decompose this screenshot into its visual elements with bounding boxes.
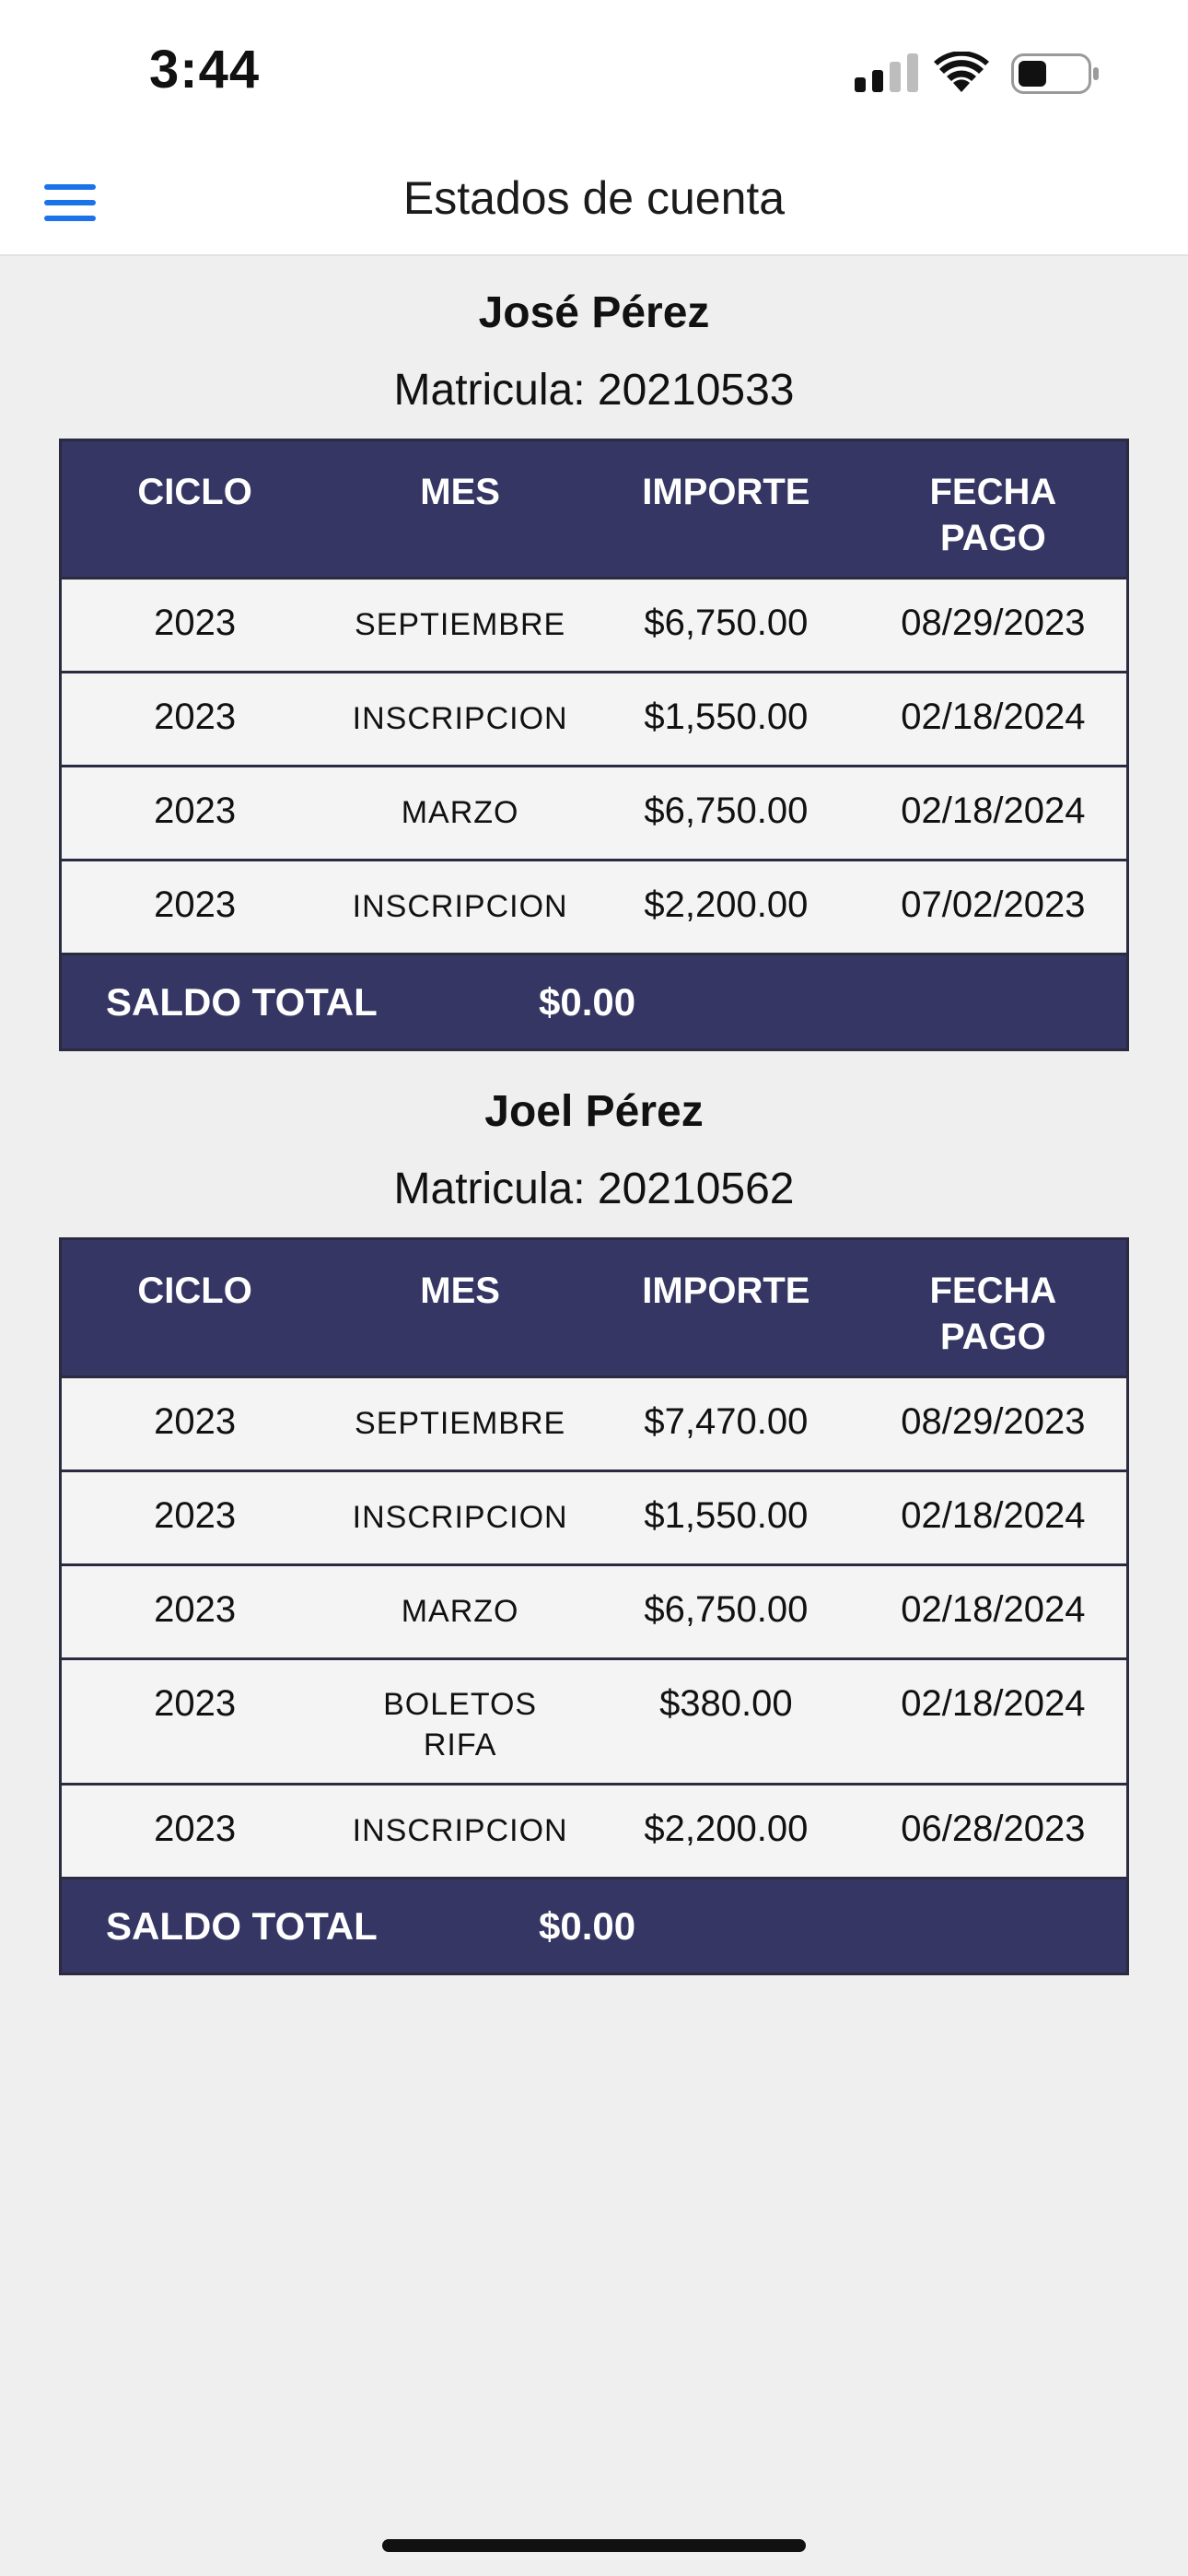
column-header-fecha-pago: FECHA PAGO [860,440,1128,579]
cell-ciclo: 2023 [61,1565,329,1659]
student-name: Joel Pérez [484,1087,704,1136]
statement-table [59,439,1129,1051]
cell-importe: $6,750.00 [592,579,860,673]
cell-mes: INSCRIPCION [328,1471,592,1565]
total-label: SALDO TOTAL [106,1904,378,1948]
cell-fecha: 08/29/2023 [860,579,1128,673]
cell-mes: INSCRIPCION [328,673,592,767]
cell-ciclo: 2023 [61,673,329,767]
cell-ciclo: 2023 [61,1377,329,1471]
battery-icon [1011,53,1100,94]
cell-importe: $7,470.00 [592,1377,860,1471]
table-row [61,1471,1128,1565]
cell-importe: $380.00 [592,1659,860,1785]
table-row [61,767,1128,861]
student-matricula: Matricula: 20210533 [393,366,795,415]
column-header-importe: IMPORTE [592,1239,860,1377]
total-value: $0.00 [539,1904,636,1948]
column-header-fecha-pago: FECHA PAGO [860,1239,1128,1377]
table-header-row [61,440,1128,579]
cell-mes: MARZO [328,1565,592,1659]
student-matricula: Matricula: 20210562 [393,1165,795,1213]
navigation-bar [0,147,1188,256]
cell-mes: BOLETOS RIFA [328,1659,592,1785]
home-indicator[interactable] [382,2539,806,2552]
cell-ciclo: 2023 [61,1659,329,1785]
cell-ciclo: 2023 [61,861,329,954]
page-title: Estados de cuenta [402,172,786,224]
cell-fecha: 07/02/2023 [860,861,1128,954]
cell-ciclo: 2023 [61,1471,329,1565]
student-statement [59,1083,1129,1975]
cell-mes: INSCRIPCION [328,861,592,954]
cell-mes: INSCRIPCION [328,1785,592,1879]
cell-fecha: 02/18/2024 [860,673,1128,767]
table-row [61,579,1128,673]
cell-fecha: 02/18/2024 [860,1471,1128,1565]
total-row [61,954,1128,1050]
cell-mes: SEPTIEMBRE [328,579,592,673]
cell-mes: SEPTIEMBRE [328,1377,592,1471]
cell-fecha: 02/18/2024 [860,1565,1128,1659]
table-row [61,1785,1128,1879]
cell-ciclo: 2023 [61,579,329,673]
table-row [61,861,1128,954]
cell-importe: $2,200.00 [592,861,860,954]
cell-importe: $6,750.00 [592,1565,860,1659]
cell-ciclo: 2023 [61,1785,329,1879]
column-header-mes: MES [328,440,592,579]
cell-importe: $2,200.00 [592,1785,860,1879]
cell-fecha: 02/18/2024 [860,767,1128,861]
status-bar [0,0,1188,147]
table-row [61,673,1128,767]
cell-mes: MARZO [328,767,592,861]
cell-fecha: 08/29/2023 [860,1377,1128,1471]
total-value: $0.00 [539,980,636,1024]
cell-importe: $1,550.00 [592,1471,860,1565]
statements-list [0,258,1188,1975]
cell-importe: $1,550.00 [592,673,860,767]
total-label: SALDO TOTAL [106,980,378,1024]
wifi-icon [934,52,989,92]
column-header-ciclo: CICLO [61,440,329,579]
table-row [61,1377,1128,1471]
table-header-row [61,1239,1128,1377]
table-row [61,1565,1128,1659]
cell-fecha: 06/28/2023 [860,1785,1128,1879]
student-statement [59,284,1129,1051]
column-header-ciclo: CICLO [61,1239,329,1377]
statement-table [59,1237,1129,1975]
cellular-signal-icon [855,53,919,92]
cell-ciclo: 2023 [61,767,329,861]
cell-importe: $6,750.00 [592,767,860,861]
cell-fecha: 02/18/2024 [860,1659,1128,1785]
student-name: José Pérez [478,288,710,337]
column-header-mes: MES [328,1239,592,1377]
table-row [61,1659,1128,1785]
total-row [61,1879,1128,1974]
column-header-importe: IMPORTE [592,440,860,579]
status-time: 3:44 [149,40,261,100]
